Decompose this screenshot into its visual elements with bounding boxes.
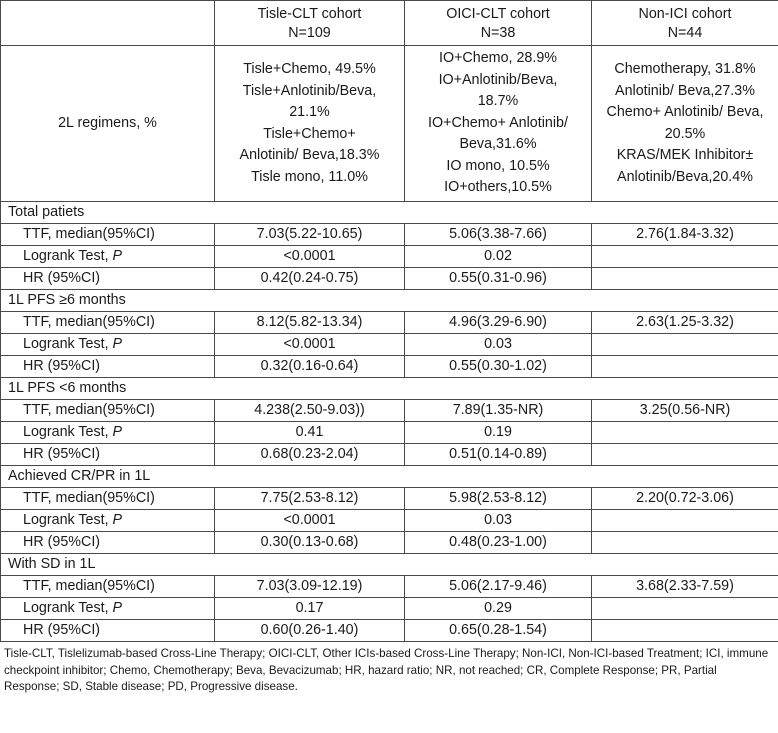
cell-tisle-clt: <0.0001 bbox=[215, 510, 405, 532]
table-row bbox=[1, 422, 778, 444]
table-row bbox=[1, 400, 778, 422]
cell-oici-clt: 7.89(1.35-NR) bbox=[405, 400, 592, 422]
row-label-text: Logrank Test, bbox=[23, 424, 113, 440]
regimens-oici: IO+Chemo, 28.9% IO+Anlotinib/Beva, 18.7% IO+Chemo+ Anlotinib/ Beva,31.6% IO mono, 10.5% IO+others,10.5% bbox=[405, 46, 592, 202]
cell-non-ici bbox=[592, 334, 778, 356]
section-header-row bbox=[1, 554, 778, 576]
row-label-text: Logrank Test, bbox=[23, 512, 113, 528]
row-label bbox=[1, 444, 215, 466]
table-row bbox=[1, 444, 778, 466]
row-label bbox=[1, 422, 215, 444]
row-label bbox=[1, 488, 215, 510]
section-header-row bbox=[1, 290, 778, 312]
cell-tisle-clt: 0.17 bbox=[215, 598, 405, 620]
cell-non-ici bbox=[592, 356, 778, 378]
cell-tisle-clt: 0.30(0.13-0.68) bbox=[215, 532, 405, 554]
section-header-row bbox=[1, 466, 778, 488]
row-label-text: HR (95%CI) bbox=[23, 622, 101, 638]
regimens-tisle: Tisle+Chemo, 49.5% Tisle+Anlotinib/Beva, 21.1% Tisle+Chemo+ Anlotinib/ Beva,18.3% Tisle mono, 11.0% bbox=[215, 46, 405, 202]
cell-oici-clt: 0.29 bbox=[405, 598, 592, 620]
row-label bbox=[1, 312, 215, 334]
section-title: Total patiets bbox=[1, 202, 778, 224]
row-label-italic: P bbox=[112, 336, 123, 352]
cell-oici-clt: 0.03 bbox=[405, 334, 592, 356]
cell-oici-clt: 5.98(2.53-8.12) bbox=[405, 488, 592, 510]
row-label bbox=[1, 246, 215, 268]
table-row bbox=[1, 312, 778, 334]
section-header-row bbox=[1, 202, 778, 224]
cell-tisle-clt: 0.60(0.26-1.40) bbox=[215, 620, 405, 642]
header-oici-clt: OICI-CLT cohort N=38 bbox=[405, 1, 592, 46]
cell-oici-clt: 0.51(0.14-0.89) bbox=[405, 444, 592, 466]
row-label-text: TTF, median(95%CI) bbox=[23, 314, 155, 330]
row-label bbox=[1, 400, 215, 422]
cell-non-ici: 2.76(1.84-3.32) bbox=[592, 224, 778, 246]
cell-tisle-clt: 0.41 bbox=[215, 422, 405, 444]
cell-tisle-clt: <0.0001 bbox=[215, 334, 405, 356]
row-label bbox=[1, 510, 215, 532]
row-label-text: TTF, median(95%CI) bbox=[23, 578, 155, 594]
table-row bbox=[1, 532, 778, 554]
table-row bbox=[1, 620, 778, 642]
regimens-nonici: Chemotherapy, 31.8% Anlotinib/ Beva,27.3% Chemo+ Anlotinib/ Beva, 20.5% KRAS/MEK Inhibitor± Anlotinib/Beva,20.4% bbox=[592, 46, 778, 202]
cell-oici-clt: 0.02 bbox=[405, 246, 592, 268]
row-label-text: Logrank Test, bbox=[23, 336, 113, 352]
row-label bbox=[1, 598, 215, 620]
table-row bbox=[1, 246, 778, 268]
cell-tisle-clt: 7.75(2.53-8.12) bbox=[215, 488, 405, 510]
regimens-label: 2L regimens, % bbox=[1, 46, 215, 202]
row-label-text: TTF, median(95%CI) bbox=[23, 490, 155, 506]
header-non-ici: Non-ICI cohort N=44 bbox=[592, 1, 778, 46]
row-label-text: HR (95%CI) bbox=[23, 446, 101, 462]
row-label-italic: P bbox=[112, 248, 123, 264]
header-tisle-clt: Tisle-CLT cohort N=109 bbox=[215, 1, 405, 46]
row-label bbox=[1, 620, 215, 642]
row-label-text: HR (95%CI) bbox=[23, 358, 101, 374]
table-row bbox=[1, 224, 778, 246]
cell-tisle-clt: 7.03(3.09-12.19) bbox=[215, 576, 405, 598]
cell-tisle-clt: 0.42(0.24-0.75) bbox=[215, 268, 405, 290]
cell-non-ici: 3.25(0.56-NR) bbox=[592, 400, 778, 422]
cell-tisle-clt: 4.238(2.50-9.03)) bbox=[215, 400, 405, 422]
table-row bbox=[1, 356, 778, 378]
row-label-text: Logrank Test, bbox=[23, 600, 113, 616]
cell-non-ici bbox=[592, 268, 778, 290]
row-label-italic: P bbox=[112, 424, 123, 440]
table-row bbox=[1, 510, 778, 532]
section-title: Achieved CR/PR in 1L bbox=[1, 466, 778, 488]
row-label bbox=[1, 224, 215, 246]
row-label bbox=[1, 576, 215, 598]
row-label-italic: P bbox=[112, 512, 123, 528]
cell-non-ici bbox=[592, 510, 778, 532]
row-label bbox=[1, 268, 215, 290]
row-label bbox=[1, 532, 215, 554]
cell-oici-clt: 0.03 bbox=[405, 510, 592, 532]
cell-non-ici bbox=[592, 532, 778, 554]
header-empty-cell bbox=[1, 1, 215, 46]
cell-oici-clt: 5.06(3.38-7.66) bbox=[405, 224, 592, 246]
cell-oici-clt: 0.19 bbox=[405, 422, 592, 444]
row-label bbox=[1, 334, 215, 356]
cell-non-ici bbox=[592, 620, 778, 642]
section-title: 1L PFS <6 months bbox=[1, 378, 778, 400]
cell-tisle-clt: 7.03(5.22-10.65) bbox=[215, 224, 405, 246]
cell-oici-clt: 0.65(0.28-1.54) bbox=[405, 620, 592, 642]
footnote: Tisle-CLT, Tislelizumab-based Cross-Line Therapy; OICI-CLT, Other ICIs-based Cross-Line Therapy; Non-ICI, Non-ICI-based Treatment; ICI, immune checkpoint inhibitor; Chemo, Chemotherapy; Beva, Bevacizumab; HR, hazard ratio; NR, not reached; CR, Complete Response; PR, Partial Response; SD, Stable disease; PD, Progressive disease. bbox=[4, 647, 769, 693]
header-row bbox=[1, 1, 778, 46]
row-label-text: HR (95%CI) bbox=[23, 270, 101, 286]
table-row bbox=[1, 268, 778, 290]
cell-tisle-clt: <0.0001 bbox=[215, 246, 405, 268]
row-label-text: TTF, median(95%CI) bbox=[23, 226, 155, 242]
cell-non-ici: 2.20(0.72-3.06) bbox=[592, 488, 778, 510]
row-label-text: Logrank Test, bbox=[23, 248, 113, 264]
cell-tisle-clt: 0.68(0.23-2.04) bbox=[215, 444, 405, 466]
cell-non-ici bbox=[592, 598, 778, 620]
cell-oici-clt: 4.96(3.29-6.90) bbox=[405, 312, 592, 334]
cell-tisle-clt: 0.32(0.16-0.64) bbox=[215, 356, 405, 378]
cell-tisle-clt: 8.12(5.82-13.34) bbox=[215, 312, 405, 334]
regimens-row bbox=[1, 46, 778, 202]
table-row bbox=[1, 576, 778, 598]
cell-oici-clt: 5.06(2.17-9.46) bbox=[405, 576, 592, 598]
cell-non-ici: 2.63(1.25-3.32) bbox=[592, 312, 778, 334]
table-row bbox=[1, 598, 778, 620]
row-label-italic: P bbox=[112, 600, 123, 616]
cell-non-ici bbox=[592, 444, 778, 466]
cell-oici-clt: 0.55(0.30-1.02) bbox=[405, 356, 592, 378]
row-label-text: HR (95%CI) bbox=[23, 534, 101, 550]
table-row bbox=[1, 334, 778, 356]
row-label-text: TTF, median(95%CI) bbox=[23, 402, 155, 418]
cell-non-ici: 3.68(2.33-7.59) bbox=[592, 576, 778, 598]
cell-non-ici bbox=[592, 246, 778, 268]
section-title: 1L PFS ≥6 months bbox=[1, 290, 778, 312]
table-row bbox=[1, 488, 778, 510]
cell-oici-clt: 0.48(0.23-1.00) bbox=[405, 532, 592, 554]
row-label bbox=[1, 356, 215, 378]
cell-oici-clt: 0.55(0.31-0.96) bbox=[405, 268, 592, 290]
section-title: With SD in 1L bbox=[1, 554, 778, 576]
section-header-row bbox=[1, 378, 778, 400]
cell-non-ici bbox=[592, 422, 778, 444]
